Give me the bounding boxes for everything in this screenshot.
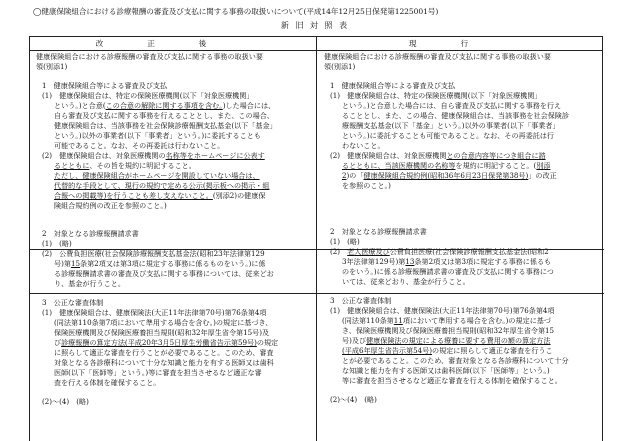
text-line: 代替的な手段として、現行の規約で定める公示(掲示板への掲示・組	[54, 181, 270, 190]
current-column	[321, 52, 601, 405]
text-line: 号)第15条第2項又は第3項に規定する事務に係るものをいう。)に係	[54, 259, 266, 268]
text-line: (1) 健康保険組合は、健康保険法(大正11年法律第70号)第76条第4項	[330, 306, 555, 315]
text-line: 等に審査を担当させるなど適正な審査を行える体制を確保すること。	[342, 376, 562, 385]
text-line: るとともに、当該医療機関の名称等を規約に明記すること。(別添	[342, 161, 551, 170]
text-line: (同法第110条第11項において準用する場合を含む。)の規定に基づ	[342, 316, 551, 325]
text-line: 医師(以下「医師等」という。)等に審査を担当させるなど適正な審	[54, 368, 262, 377]
section-rule	[30, 293, 316, 294]
text-line: ることとし、また、この場合、健康保険組合は、当該事務を社会保険診	[342, 111, 569, 120]
text-line: (2) 公費負担医療(社会保険診療報酬支払基金法(昭和23年法律第129	[42, 249, 265, 258]
text-line: という。)と合意した場合には、自ら審査及び支払に関する事務を行え	[342, 101, 562, 110]
text-line: (1) 健康保険組合は、特定の保険医療機関(以下「対象医療機関」	[330, 91, 542, 100]
column-divider	[316, 37, 317, 441]
text-line: (2)～(4) (略)	[330, 395, 377, 404]
text-line: とが必要であること。このため、審査対象となる各診療科について十分	[342, 356, 569, 365]
text-line: 3年法律第129号)第13条第2項又は第3項に規定する事務に係るも	[342, 257, 552, 266]
text-line: (1) (略)	[42, 239, 72, 248]
text-line: 険組合規約例の改正を参照のこと。)	[54, 201, 167, 210]
text-line: るとともに、その旨を規約に明記すること。	[54, 161, 196, 170]
comparison-table-title: 新 旧 対 照 表	[280, 21, 350, 30]
text-line: き、保険医療機関及び保険医療養担当規則(昭和32年厚生省令第15	[342, 326, 555, 335]
text-line: 自ら審査及び支払に関する事務を行えることとし、また、この場合、	[54, 111, 274, 120]
text-line: 療報酬支払基金(以下「基金」という。)以外の事業者(以下「事業者」	[342, 121, 560, 130]
text-line: (1) 健康保険組合は、特定の保険医療機関(以下「対象医療機関」	[42, 91, 254, 100]
text-line: (2) 健康保険組合は、対象医療機関の名称等をホームページに公表す	[42, 151, 265, 160]
text-line: 健康保険組合における診療報酬の審査及び支払に関する事務の取扱い要	[324, 52, 551, 61]
section-heading: 1 健康保険組合等による審査及び支払	[42, 81, 168, 90]
text-line: という。)と合意(この合意の解除に関する事項を含む。)した場合には、	[54, 101, 276, 110]
header-revised: 改正後	[95, 39, 251, 48]
header-current: 現行	[408, 39, 513, 48]
section-rule	[317, 293, 604, 294]
text-line: 査を行える体制を確保すること。	[54, 378, 161, 387]
text-line: わないこと。	[342, 141, 385, 150]
section-heading: 3 公正な審査体制	[330, 296, 392, 305]
section-heading: 2 対象となる診療報酬請求書	[330, 227, 427, 236]
document-title: ◯健康保険組合における診療報酬の審査及び支払に関する事務の取扱いについて(平成14年12月25日保発第1225001号)	[33, 7, 439, 16]
section-heading: 2 対象となる診療報酬請求書	[42, 229, 139, 238]
text-line: 号)及び健康保険法の規定による療養に要する費用の額の算定方法	[342, 336, 551, 345]
text-line: いては、従来どおり、基金が行うこと。	[342, 277, 470, 286]
revised-column	[33, 52, 313, 407]
text-line: び診療報酬の算定方法(平成20年3月5日厚生労働省告示第59号)の規定	[54, 338, 279, 347]
text-line: (平成6年厚生省告示第54号)の規定に照らして適正な審査を行うこ	[342, 346, 553, 355]
text-line: 対象となる各診療科について十分な知識と能力を有する医師又は歯科	[54, 358, 274, 367]
text-line: 合報への掲載等)を行うことも差し支えないこと。(別添2)の健康保	[54, 191, 266, 200]
text-line: り、基金が行うこと。	[54, 279, 125, 288]
text-line: 領(別添1)	[36, 62, 68, 71]
text-line: 保険医療機関及び保険医療養担当規則(昭和32年厚生省令第15号)及	[54, 328, 270, 337]
section-heading: 1 健康保険組合等による審査及び支払	[330, 81, 456, 90]
text-line: という。)に委託することも可能であること。なお、その再委託は行	[342, 131, 555, 140]
text-line: (1) 健康保険組合は、健康保険法(大正11年法律第70号)第76条第4項	[42, 308, 267, 317]
text-line: 健康保険組合は、当該事務を社会保険診療報酬支払基金(以下「基金」	[54, 121, 277, 130]
section-heading: 3 公正な審査体制	[42, 298, 104, 307]
text-line: という。)以外の事業者(以下「事業者」という。)に委託することも	[54, 131, 261, 140]
text-line: 2)の「健康保険組合規約例(昭和36年6月23日保発第38号)」の改正	[342, 171, 557, 180]
section-rule	[317, 249, 604, 250]
text-line: に照らして適正な審査を行うことが必要であること。このため、審査	[54, 348, 274, 357]
text-line: (2) 健康保険組合は、対象医療機関との合意内容等につき組合に諮	[330, 151, 546, 160]
comparison-table	[29, 36, 603, 441]
text-line: 可能であること。なお、その再委託は行わないこと。	[54, 141, 225, 150]
text-line: る診療報酬請求書の審査及び支払に関する事務については、従来どお	[54, 269, 274, 278]
text-line: のをいう。)に係る診療報酬請求書の審査及び支払に関する事務につ	[342, 267, 554, 276]
text-line: (同法第110条第7項において準用する場合を含む。)の規定に基づき、	[54, 318, 273, 327]
section-rule	[30, 249, 316, 250]
text-line: 領(別添1)	[324, 62, 356, 71]
text-line: 健康保険組合における診療報酬の審査及び支払に関する事務の取扱い要	[36, 52, 263, 61]
text-line: を参照のこと。)	[342, 181, 391, 190]
text-line: (2)～(4) (略)	[42, 397, 89, 406]
text-line: ただし、健康保険組合がホームページを開設していない場合は、	[54, 171, 260, 180]
text-line: な知識と能力を有する医師又は歯科医師(以下「医師等」という。)	[342, 366, 550, 375]
text-line: (2) 老人医療及び公費負担医療(社会保険診療報酬支払基金法(昭和2	[330, 247, 549, 256]
text-line: (1) (略)	[330, 237, 360, 246]
